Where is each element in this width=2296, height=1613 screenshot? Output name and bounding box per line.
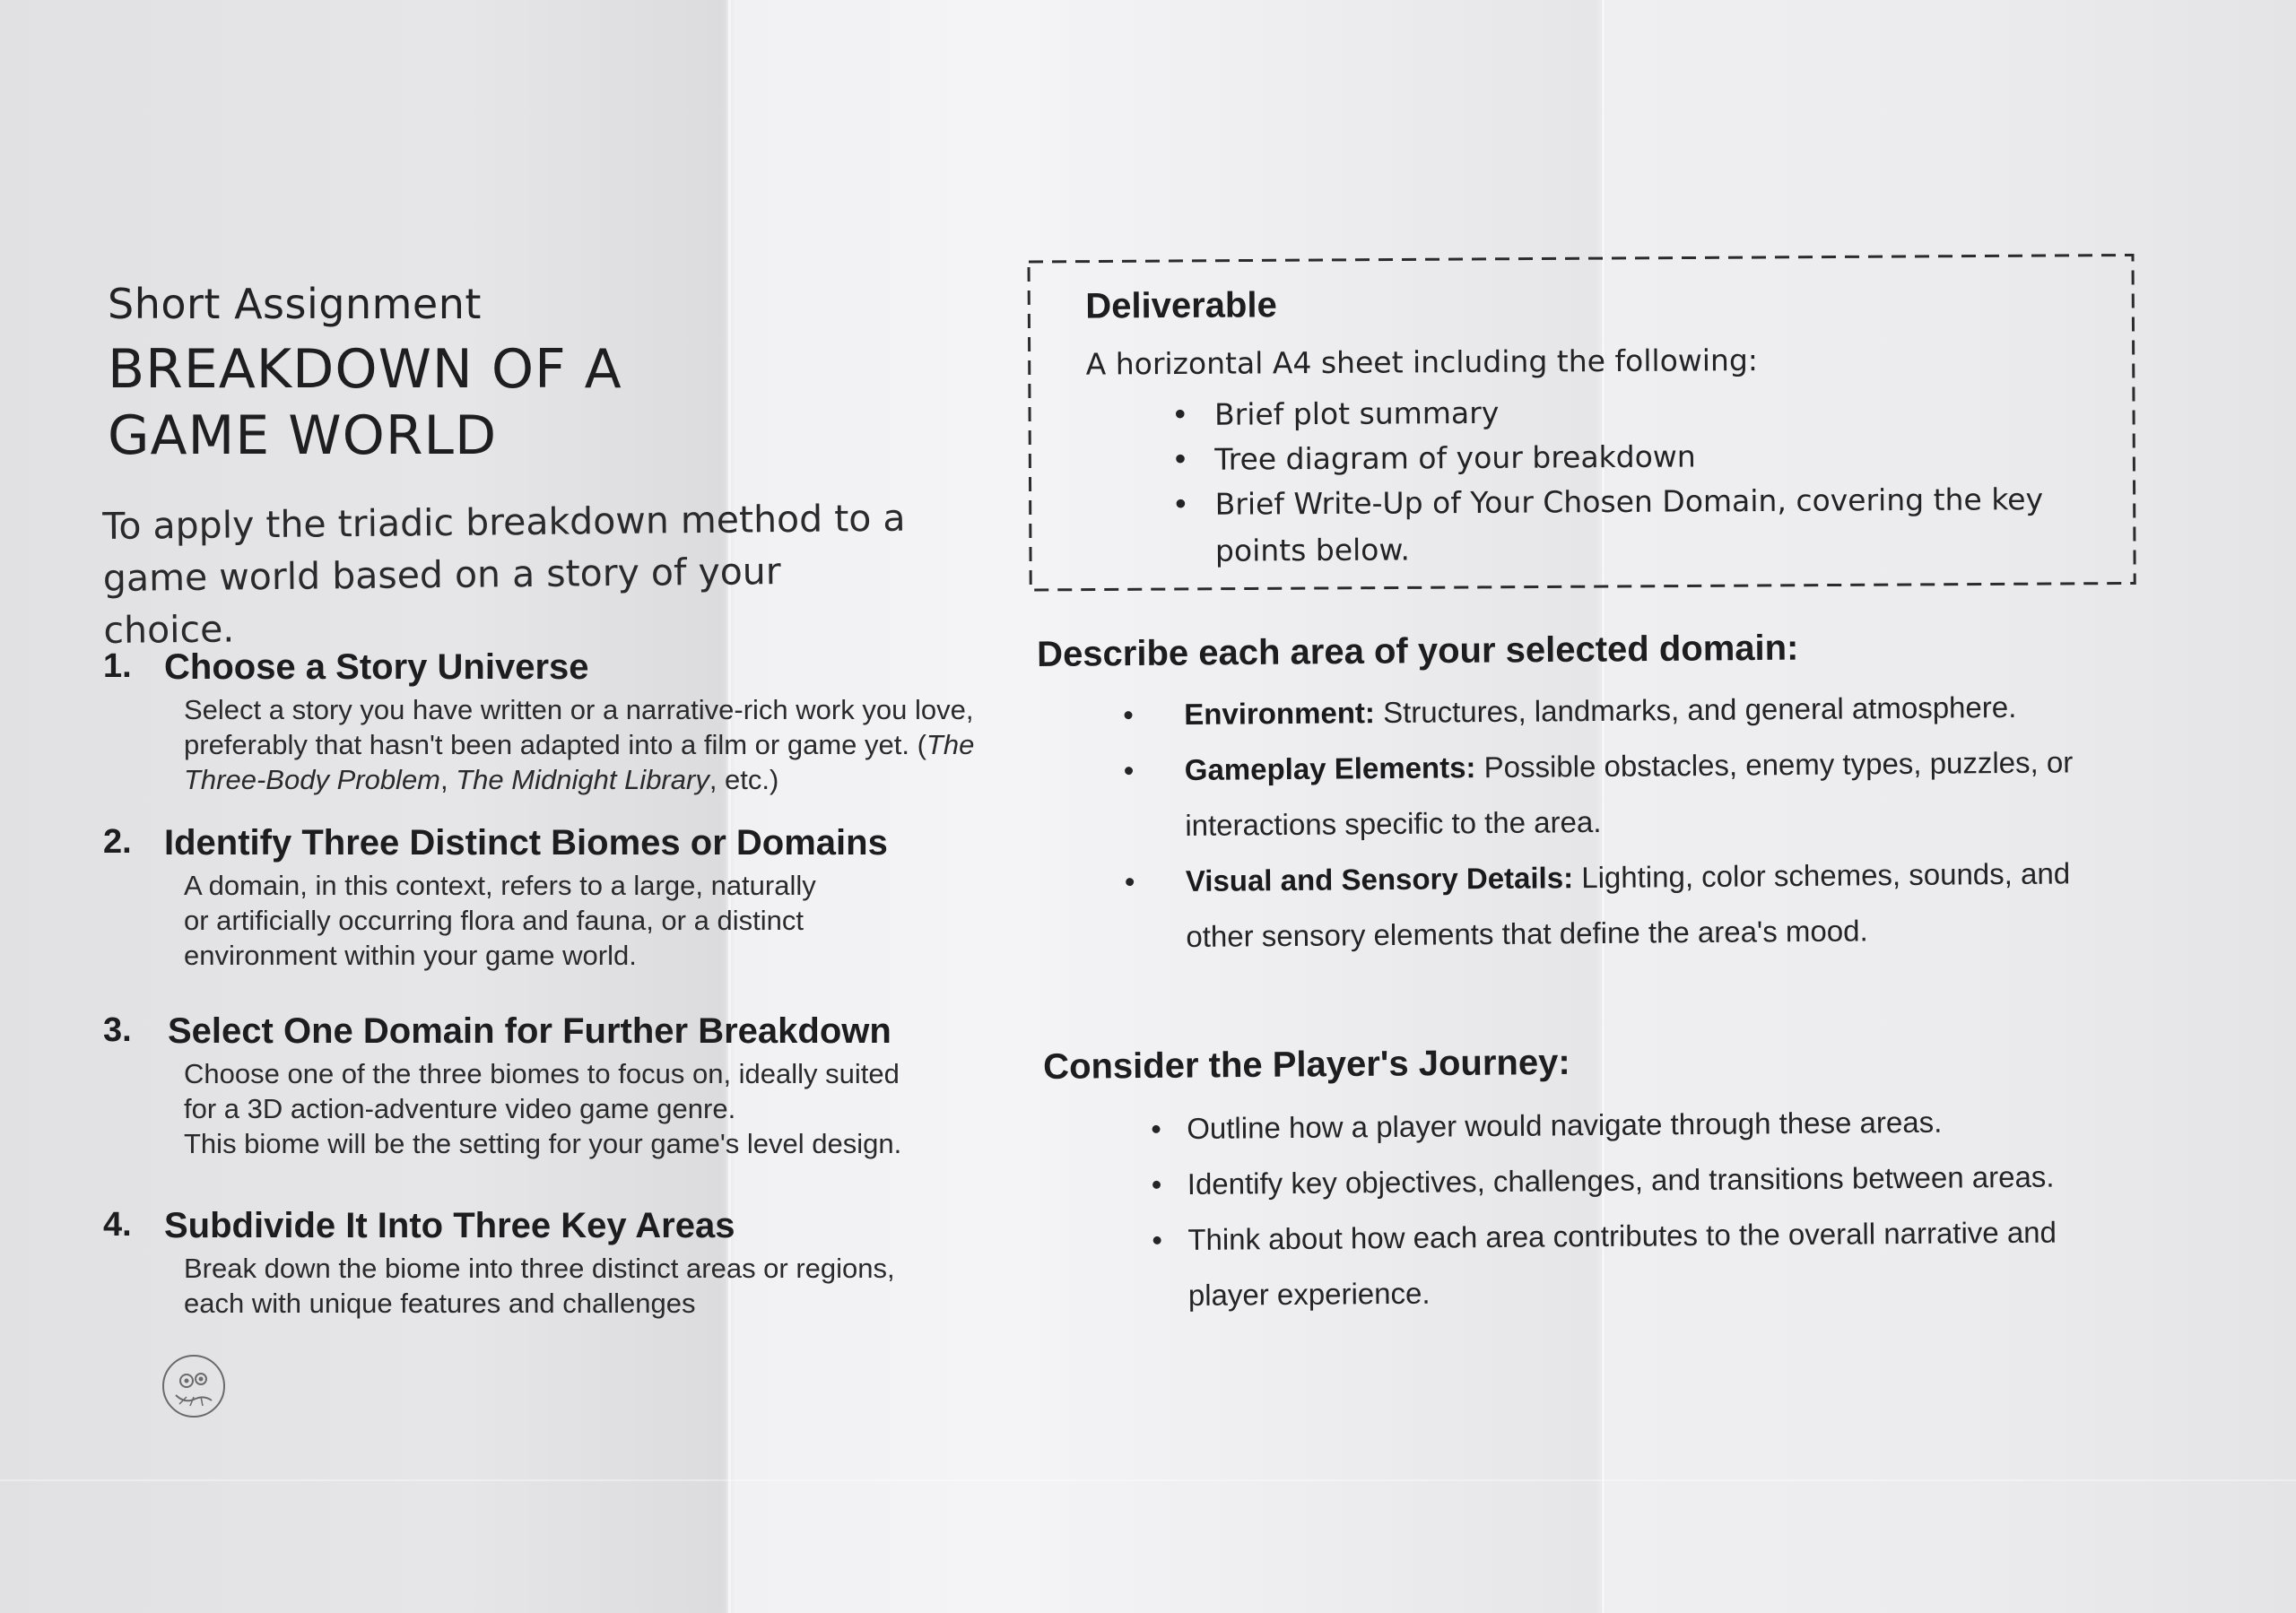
describe-list-item bbox=[1123, 734, 2136, 854]
bullet-icon: • bbox=[1123, 698, 1134, 732]
assignment-aim: To apply the triadic breakdown method to a game world based on a story of your choice. bbox=[102, 496, 906, 652]
step-description bbox=[184, 692, 991, 797]
work-title: The Midnight Library bbox=[456, 764, 709, 795]
bullet-icon: • bbox=[1151, 1167, 1162, 1201]
bullet-icon: • bbox=[1151, 1112, 1161, 1146]
item-text: Outline how a player would navigate through these areas. bbox=[1187, 1105, 1943, 1145]
bullet-icon: • bbox=[1124, 864, 1135, 898]
item-text: Identify key objectives, challenges, and transitions between areas. bbox=[1187, 1159, 2055, 1201]
bullet-icon: • bbox=[1152, 1223, 1163, 1257]
step-heading: Identify Three Distinct Biomes or Domains bbox=[164, 823, 888, 863]
step-number: 1. bbox=[103, 647, 132, 685]
deliverable-item bbox=[1170, 386, 2093, 438]
step-description: Break down the biome into three distinct areas or regions, each with unique features and challenges bbox=[184, 1253, 895, 1319]
section-heading: Consider the Player's Journey: bbox=[1043, 1042, 1570, 1087]
bullet-icon: • bbox=[1123, 753, 1135, 787]
describe-list-item bbox=[1123, 679, 2135, 742]
describe-list bbox=[1123, 679, 2137, 965]
step-description-text: Choose one of the three biomes to focus on, ideally suited for a 3D action-adventure video game genre. bbox=[184, 1058, 900, 1124]
deliverable-item-text: Brief plot summary bbox=[1213, 395, 1500, 432]
item-label: Visual and Sensory Details: bbox=[1185, 861, 1574, 898]
item-text: Think about how each area contributes to the overall narrative and player experience. bbox=[1187, 1215, 2057, 1312]
deliverable-intro: A horizontal A4 sheet including the following: bbox=[1085, 343, 1759, 382]
step-description-text: This biome will be the setting for your game's level design. bbox=[184, 1128, 902, 1159]
deliverable-item-text: Tree diagram of your breakdown bbox=[1214, 438, 1696, 477]
step-heading: Select One Domain for Further Breakdown bbox=[168, 1011, 891, 1051]
step-heading: Subdivide It Into Three Key Areas bbox=[164, 1206, 735, 1245]
step-description bbox=[184, 1056, 928, 1161]
deliverable-item-text: Brief Write-Up of Your Chosen Domain, covering the key points below. bbox=[1214, 481, 2044, 568]
deliverable-box bbox=[1027, 253, 2136, 592]
item-label: Gameplay Elements: bbox=[1184, 750, 1476, 786]
section-heading: Describe each area of your selected domain: bbox=[1037, 628, 1799, 674]
journey-list-item bbox=[1151, 1093, 2138, 1157]
journey-list-item bbox=[1152, 1204, 2139, 1323]
deliverable-item bbox=[1171, 476, 2113, 575]
step-number: 2. bbox=[103, 823, 132, 861]
paper-fold-line bbox=[0, 1479, 2296, 1481]
step-description-text: , etc.) bbox=[709, 764, 779, 795]
deliverable-title: Deliverable bbox=[1085, 285, 1277, 326]
page-title bbox=[108, 336, 622, 469]
page-title-line: GAME WORLD bbox=[108, 404, 498, 467]
item-label: Environment: bbox=[1184, 696, 1376, 731]
work-title: The Three-Body Problem bbox=[184, 729, 975, 795]
step-description: A domain, in this context, refers to a large, naturally or artificially occurring flora and fauna, or a distinct environment within your game world. bbox=[184, 870, 816, 971]
assignment-type-label: Short Assignment bbox=[108, 280, 482, 328]
paper-panel-shade bbox=[0, 0, 726, 1613]
step-number: 3. bbox=[103, 1011, 132, 1049]
page-title-line: BREAKDOWN OF A bbox=[108, 338, 622, 401]
item-text: Structures, landmarks, and general atmosphere. bbox=[1374, 689, 2017, 730]
item-text: Possible obstacles, enemy types, puzzles, or interactions specific to the area. bbox=[1185, 745, 2074, 842]
journey-list bbox=[1151, 1093, 2139, 1323]
item-text: Lighting, color schemes, sounds, and other sensory elements that define the area's mood. bbox=[1186, 856, 2071, 953]
bullet-icon: • bbox=[1171, 486, 1190, 523]
journey-list-item bbox=[1151, 1149, 2139, 1212]
step-description-text: Select a story you have written or a narrative-rich work you love, preferably that hasn't been adapted into a film or game yet. ( bbox=[184, 694, 974, 760]
step-heading: Choose a Story Universe bbox=[164, 647, 589, 687]
ink-stamp-seal-icon bbox=[160, 1352, 228, 1420]
bullet-icon: • bbox=[1170, 396, 1189, 433]
paper-fold-line bbox=[728, 0, 731, 1613]
deliverable-item bbox=[1171, 431, 2093, 483]
bullet-icon: • bbox=[1171, 441, 1189, 478]
describe-list-item bbox=[1124, 846, 2137, 965]
step-number: 4. bbox=[103, 1206, 132, 1244]
separator: , bbox=[440, 764, 457, 795]
